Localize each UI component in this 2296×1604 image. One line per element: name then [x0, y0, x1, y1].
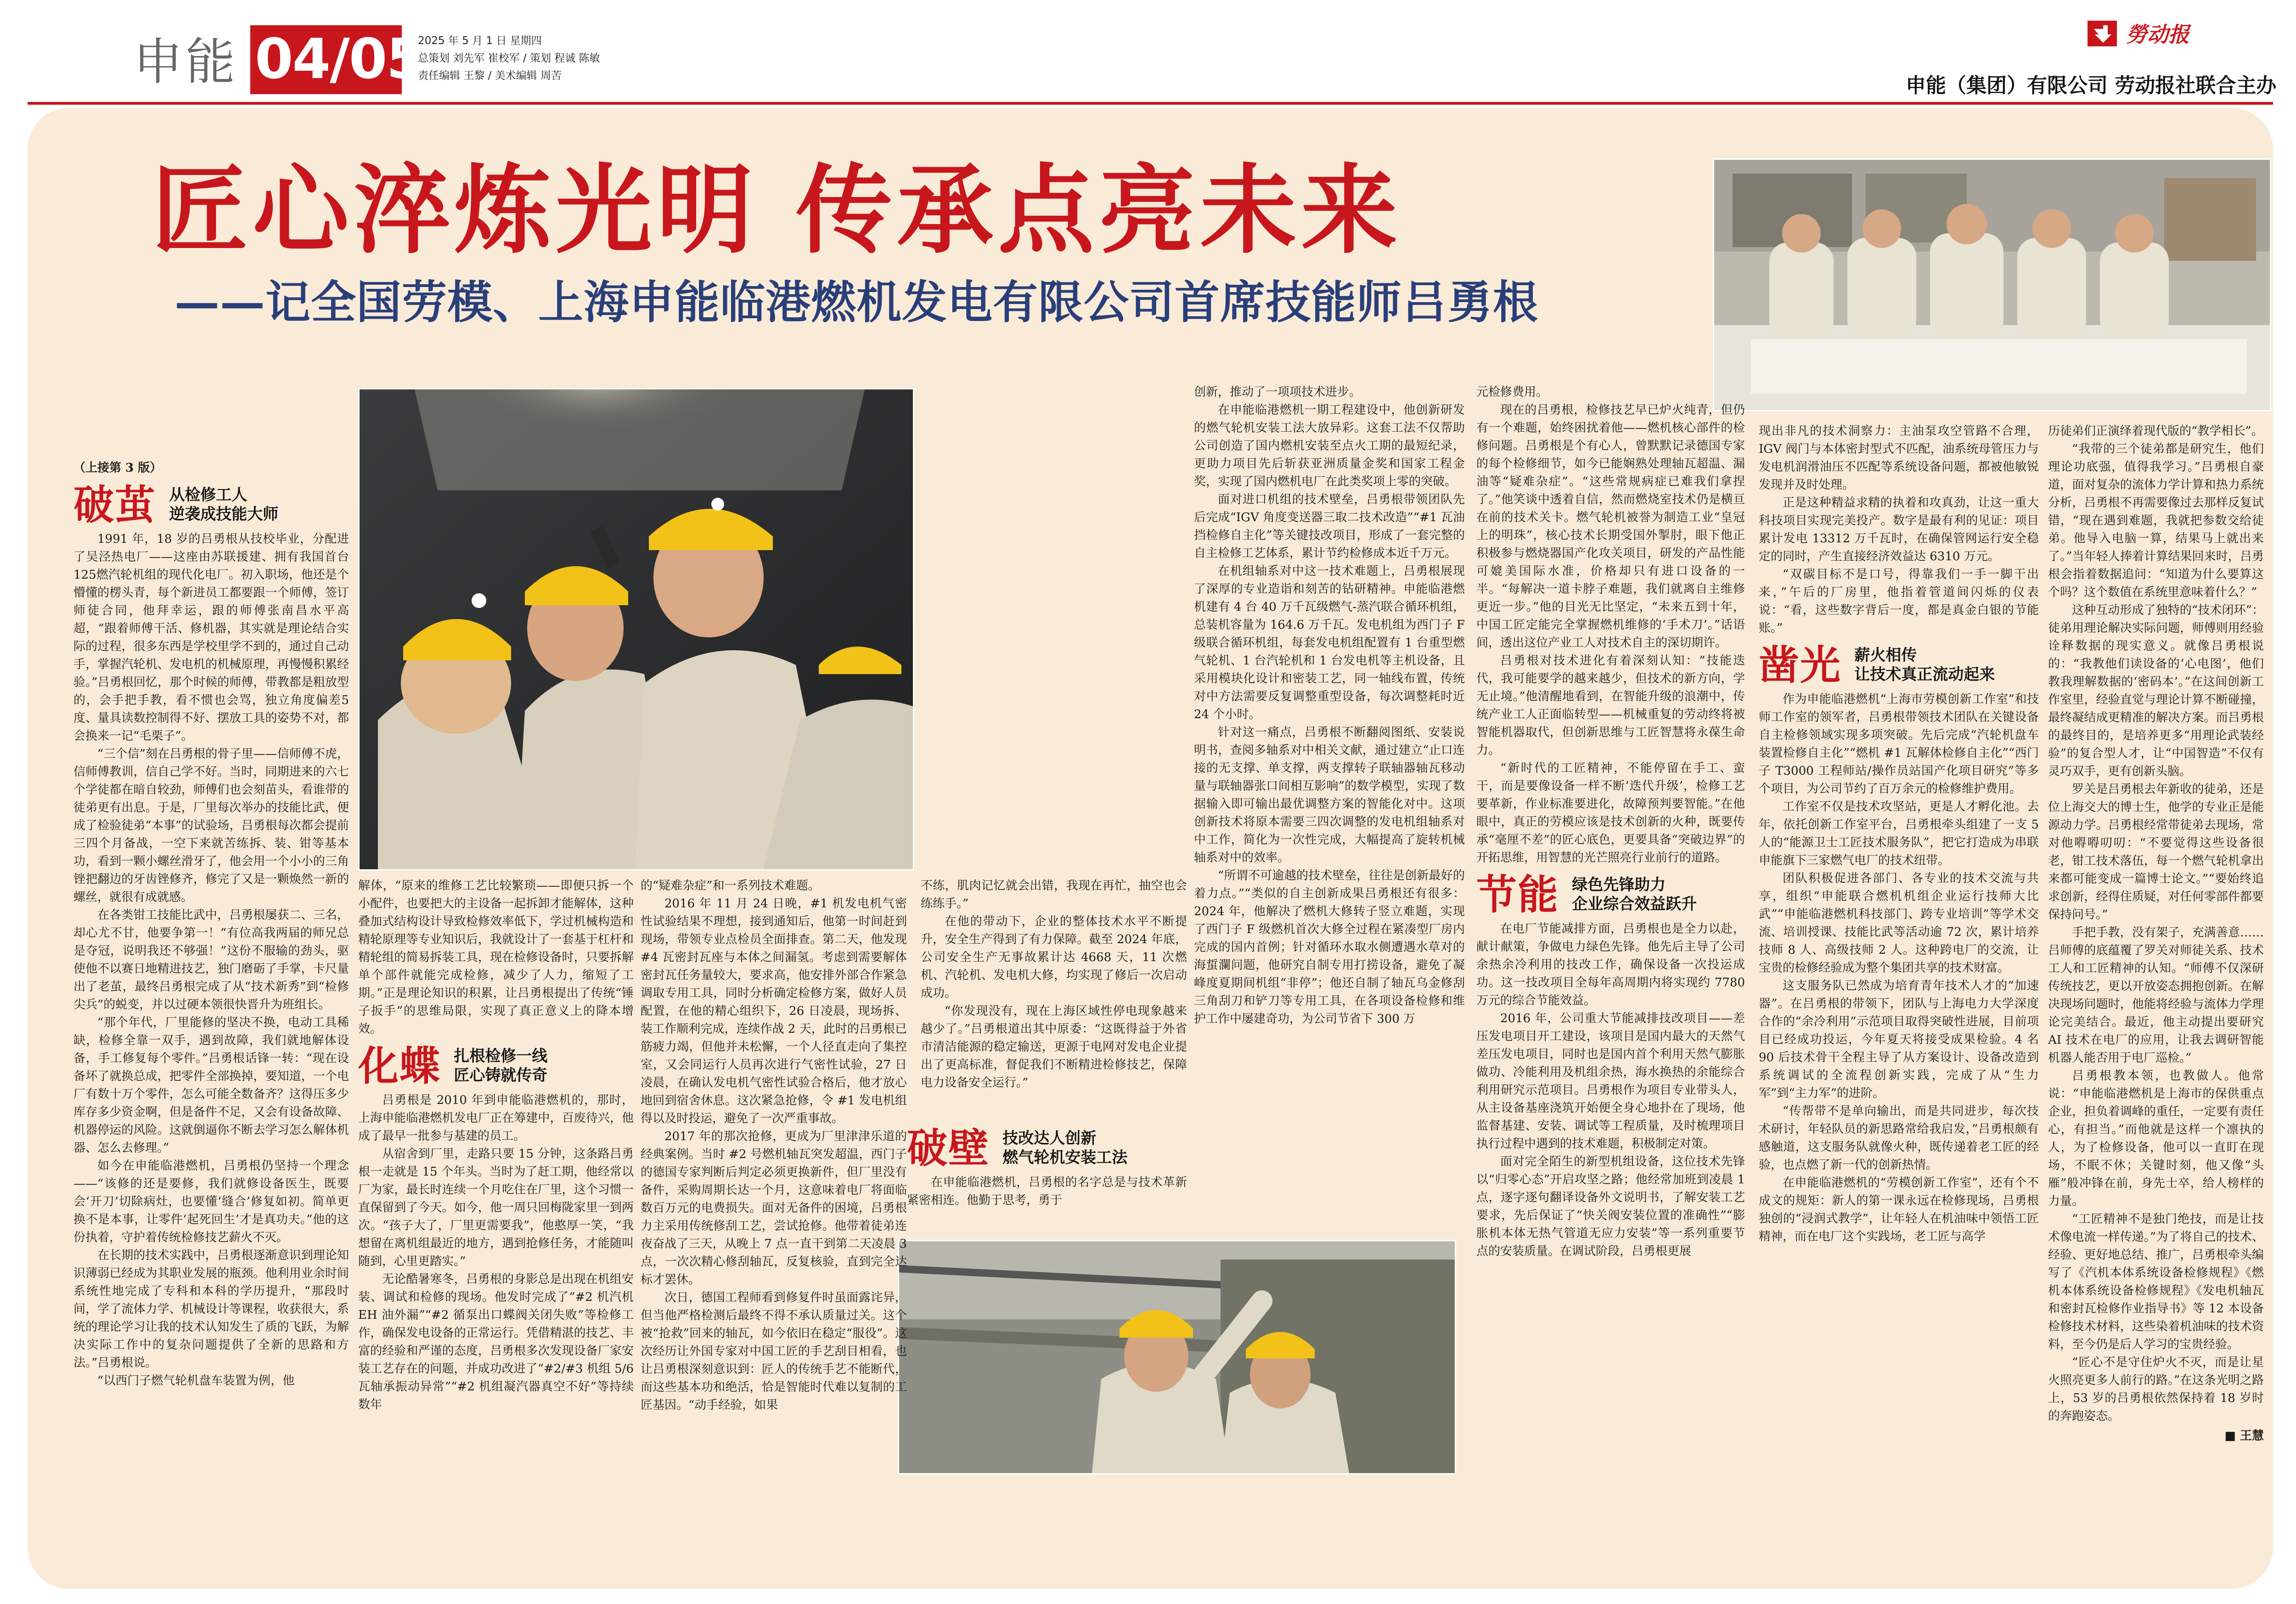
paragraph: “我带的三个徒弟都是研究生，他们理论功底强，值得我学习。”吕勇根自豪道，面对复杂的流体力学计算和热力系统分析，吕勇根不再需要像过去那样反复试错，“现在遇到难题，我就把参数交给徒弟。他导入电脑一算，结果马上就出来了。”当年轻人捧着计算结果回来时，吕勇根会指着数据追问：“知道为什么要算这个吗？这个数值在系统里意味着什么？” — [2048, 442, 2264, 599]
paragraph: 在申能临港燃机一期工程建设中，他创新研发的燃气轮机安装工法大放异彩。这套工法不仅帮助公司创造了国内燃机安装至点火工期的最短纪录，更助力项目先后斩获亚洲质量金奖和国家工程金奖，实现了国内燃机电厂在此类奖项上零的突破。 — [1194, 403, 1465, 489]
paragraph: 在申能临港燃机的“劳模创新工作室”，还有个不成文的规矩：新人的第一课永远在检修现场，吕勇根独创的“浸润式教学”，让年轻人在机油味中领悟工匠精神，而在电厂这个实践场，老工匠与高学 — [1759, 1176, 2039, 1244]
paragraph: 如今在申能临港燃机，吕勇根仍坚持一个理念——“该修的还是要修，我们就修设备医生，既要会‘开刀’切除病灶，也要懂‘缝合’修复如初。简单更换不是本事，让零件‘起死回生’才是真功夫。”他的这份执着，守护着传统检修技艺薪火不灭。 — [73, 1159, 349, 1244]
page-number: 04/05 — [255, 28, 424, 91]
paragraph: 面对完全陌生的新型机组设备，这位技术先锋以“归零心态”开启攻坚之路；他经常加班到凌晨 1 点，逐字逐句翻译设备外文说明书，了解安装工艺要求，先后保证了“快关阀安装位置的准确性”“膨胀机本体无热气管道无应力安装”等一系列重要节点的安装质量。在调试阶段，吕勇根更展 — [1476, 1155, 1745, 1258]
issue-date: 2025 年 5 月 1 日 星期四 — [418, 35, 542, 47]
paragraph: “所谓不可逾越的技术壁垒，往往是创新最好的着力点。”“类似的自主创新成果吕勇根还有很多：2024 年，他解决了燃机大修转子竖立难题，实现了西门子 F 级燃机首次大修全过程在紧凑型厂房内完成的国内首例；针对循环水取水侧遭遇水草对的海蜇瀾问题，他研究自制专用打捞设备，避免了凝峰度夏期间机组“非停”；他还自制了轴瓦乌金修刮三角刮刀和铲刀等专用工具，在各项设备检修和维护工作中屡建奇功，为公司节省下 300 万 — [1194, 869, 1465, 1026]
paragraph: 这种互动形成了独特的“技术闭环”：徒弟用理论解决实际问题，师傅则用经验诠释数据的现实意义。就像吕勇根说的：“我教他们读设备的‘心电图’，他们教我理解数据的‘密码本’。”在这间创新工作室里，经验直觉与理论计算不断碰撞，最终凝结成更精准的解决方案。而吕勇根的最终目的，是培养更多“用理论武装经验”的复合型人才，让“中国智造”不仅有灵巧双手，更有创新头脑。 — [2048, 603, 2264, 778]
brand-logo — [2085, 16, 2273, 51]
section-subtitle: 薪火相传 让技术真正流动起来 — [1854, 646, 1995, 684]
photo-team — [1713, 158, 2271, 411]
article-column-2 — [358, 877, 634, 1515]
section-subtitle: 绿色先锋助力 企业综合效益跃升 — [1572, 876, 1697, 913]
paragraph: 在机组轴系对中这一技术难题上，吕勇根展现了深厚的专业造诣和刻苦的钻研精神。申能临港燃机建有 4 台 40 万千瓦级燃气-蒸汽联合循环机组，总装机容量为 164.6 万千瓦。发电机组为西门子 F 级联合循环机组，每套发电机组配置有 1 台重型燃气轮机、1 台汽轮机和 1 台发电机等主机设备，且采用模块化设计和密装工艺，同一轴线布置，传统对中方法需要反复调整重型设备，每次调整耗时近 24 个小时。 — [1194, 564, 1465, 721]
paragraph: “传帮带不是单向输出，而是共同进步，每次技术研讨，年轻队员的新思路常给我启发，”吕勇根颇有感触道，这支服务队就像火种，既传递着老工匠的经验，也点燃了新一代的创新热情。 — [1759, 1104, 2039, 1172]
editors-line-2: 责任编辑 王黎 / 美术编辑 周苦 — [418, 70, 562, 82]
paragraph: 正是这种精益求精的执着和攻真劲，让这一重大科技项目实现完美投产。数字是最有利的见证：项目累计发电 13312 万千瓦时，在确保管网运行安全稳定的同时，产生直接经济效益达 6310 万元。 — [1759, 496, 2039, 563]
paragraph: “匠心不是守住炉火不灭，而是让星火照亮更多人前行的路。”在这条光明之路上，53 岁的吕勇根依然保持着 18 岁时的奔跑姿态。 — [2048, 1356, 2264, 1423]
section-heading-zaoguang — [1759, 641, 2039, 689]
subheadline: ——记全国劳模、上海申能临港燃机发电有限公司首席技能师吕勇根 — [174, 276, 1539, 329]
editors-line-1: 总策划 刘先军 崔校军 / 策划 程诚 陈敏 — [418, 52, 600, 64]
paragraph: 在申能临港燃机，吕勇根的名字总是与技术革新紧密相连。他勤于思考，勇于 — [907, 1176, 1187, 1207]
paragraph: 工作室不仅是技术攻坚站，更是人才孵化池。去年，依托创新工作室平台，吕勇根牵头组建了一支 5 人的“能源卫士工匠技术服务队”，把它打造成为串联申能旗下三家燃气电厂的技术纽带。 — [1759, 800, 2039, 867]
paragraph: 1991 年，18 岁的吕勇根从技校毕业，分配进了吴泾热电厂——这座由苏联援建、拥有我国首台125燃汽轮机组的现代化电厂。初入职场，他还是个懵懂的楞头青，每个新进员工都要跟一个师傅，签订师徒合同，他拜幸运，跟的师傅张南昌水平高超，“跟着师傅干活、修机器，其实就是理论结合实际的过程，很多东西是学校里学不到的，通过自己动手，掌握汽轮机、发电机的机械原理，再慢慢积累经验。”吕勇根回忆，那个时候的师傅，带教都是粗放型的，会手把手教，看不惯也会骂，独立角度偏差5度、量具读数控制得不好、摆放工具的姿势不对，都会换来一记“毛栗子”。 — [73, 532, 349, 743]
paragraph: “你发现没有，现在上海区域性停电现象越来越少了。”吕勇根道出其中原委：“这既得益于外省市清洁能源的稳定输送，更源于电网对发电企业提出了更高标准，督促我们不断精进检修技艺，保障电力设备安全运行。” — [921, 1004, 1187, 1090]
paragraph: 解体，“原来的维修工艺比较繁琐——即便只拆一个小配件，也要把大的主设备一起拆卸才能解体，这种叠加式结构设计导致检修效率低下，学过机械构造和精轮原理等专业知识后，我就设计了一套基于杠杆和精轮组的简易拆装工具，现在检修设备时，只要拆解单个部件就能完成检修，减少了人力，缩短了工期。”正是理论知识的积累，让吕勇根提出了传统“锤子扳手”的思维局限，实现了真正意义上的降本增效。 — [358, 879, 634, 1036]
article-column-1 — [73, 459, 349, 1515]
article-column-8 — [2048, 422, 2264, 1515]
paragraph: 手把手教，没有架子，充满善意……吕师傅的底蕴覆了罗关对师徒关系、技术工人和工匠精神的认知。“师傅不仅深研传统技艺，更以开放姿态拥抱创新。在解决现场问题时，他能将经验与流体力学理论完美结合。最近，他主动提出要研究 AI 技术在电厂的应用，让我去调研智能机器人能否用于电厂巡检。” — [2048, 926, 2264, 1065]
paragraph: “新时代的工匠精神，不能停留在手工、蛮干，而是要像设备一样不断‘迭代升级’，检修工艺要革新，作业标准要进化，故障预判要智能。”在他眼中，真正的劳模应该是技术创新的火种，既要传承“毫厘不差”的匠心底色，更要具备“突破边界”的开拓思维，用智慧的光芒照亮行业前行的道路。 — [1476, 761, 1745, 865]
headline: 匠心淬炼光明 传承点亮未来 — [152, 153, 1402, 267]
paragraph: 从宿舍到厂里，走路只要 15 分钟，这条路吕勇根一走就是 15 个年头。当时为了赶工期，他经常以厂为家，最长时连续一个月吃住在厂里，这个习惯一直保留到了今天。如今，他一周只回梅陇家里一到两次。“孩子大了，厂里更需要我”，他憨厚一笑，“我想留在离机组最近的地方，遇到抢修任务，才能随叫随到，心里更踏实。” — [358, 1147, 634, 1268]
paragraph: 创新，推动了一项项技术进步。 — [1194, 385, 1362, 399]
section-title: 化蝶 — [358, 1041, 441, 1090]
article-column-4-lower — [907, 1120, 1187, 1235]
paragraph: 在各类钳工技能比武中，吕勇根屡获二、三名，却心尤不甘，他要争第一！“有位高我两届的师兄总是夺冠，说明我还不够强！”这份不服输的劲头，驱使他不以赛日地精进技艺，独门磨砺了手掌，卡尺量出了老茧，最终吕勇根完成了从“技术新秀”到“检修尖兵”的蜕变，并以过硬本领很快晋升为班组长。 — [73, 908, 349, 1012]
paragraph: “三个信”刻在吕勇根的骨子里——信师傅不虎，信师傅教训，信自己学不好。当时，同期进来的六七个学徒都在暗自较劲，师傅们也会刻苗头，看谁带的徒弟更有出息。于是，厂里每次举办的技能比武，便成了检验徒弟“本事”的试验场，吕勇根每次都会提前三四个月备战，一空下来就苦练拆、装、钳等基本功，看到一颗小螺丝滑牙了，他会用一个小小的三角锉把翻边的牙齿锉修齐，修完了又是一颗焕然一新的螺丝，就很有成就感。 — [73, 747, 349, 904]
continued-from: （上接第 3 版） — [73, 461, 162, 475]
paragraph: 团队积极促进各部门、各专业的技术交流与共享，组织“申能联合燃机机组企业运行技师大比武”“申能临港燃机科技部门、跨专业培训”等学术交流、培训授课、技能比武等活动逾 72 次，累计培养技师 8 人、高级技师 2 人。这种跨电厂的交流，让宝贵的检修经验成为整个集团共享的技术财富。 — [1759, 872, 2039, 975]
section-subtitle: 技改达人创新 燃气轮机安装工法 — [1002, 1129, 1128, 1167]
paragraph: 次日，德国工程师看到修复件时虽面露诧异，但当他严格检测后最终不得不承认质量过关。这个被“抢救”回来的轴瓦，如今依旧在稳定“服役”。这次经历让外国专家对中国工匠的手艺刮目相看，也让吕勇根深刻意识到：匠人的传统手艺不能断代，而这些基本功和绝活，恰是智能时代难以复制的工匠基因。“动手经验，如果 — [641, 1291, 907, 1412]
paragraph: 不练，肌肉记忆就会出错，我现在再忙，抽空也会练练手。” — [921, 879, 1187, 911]
paragraph: 历徒弟们正演绎着现代版的“教学相长”。 — [2048, 424, 2263, 438]
article-column-7 — [1759, 422, 2039, 1515]
paragraph: “以西门子燃气轮机盘车装置为例，他 — [97, 1374, 295, 1388]
section-subtitle: 扎根检修一线 匠心铸就传奇 — [454, 1047, 548, 1085]
paragraph: “双碳目标不是口号，得靠我们一手一脚干出来，”午后的厂房里，他指着管道间闪烁的仪表说：“看，这些数字背后一度，都是真金白银的节能账。” — [1759, 568, 2039, 635]
page-header — [0, 0, 2296, 110]
paragraph: “那个年代，厂里能修的坚决不换，电动工具稀缺，检修全靠一双手，遇到故障，我们就地解体设备，手工修复每个零件。”吕勇根话锋一转：“现在设备坏了就换总成，把零件全部换掉，要知道，一个电厂有数十万个零件，怎么可能全数备齐？这得压多少库存多少资金啊，但是备件不足，又会有设备故障、机器停运的风险。这就倒逼你不断去学习怎么解体机器、怎么去修理。” — [73, 1016, 349, 1155]
paragraph: 面对进口机组的技术壁垒，吕勇根带领团队先后完成“IGV 角度变送器三取二技术改造”“#1 瓦油挡检修自主化”等关键技改项目，形成了一套完整的自主检修工艺体系，累计节约检修成本近千万元。 — [1194, 493, 1465, 560]
section-heading-pojian — [73, 480, 349, 529]
section-heading-pobi — [907, 1124, 1187, 1172]
paragraph: 2017 年的那次抢修，更成为厂里津津乐道的经典案例。当时 #2 号燃机轴瓦突发超温，西门子的德国专家判断后判定必须更换新件，但厂里没有备件，采购周期长达一个月，这意味着电厂将面临数百万元的电费损失。面对无备件的困境，吕勇根力主采用传统修刮工艺，尝试抢修。他带着徒弟连夜奋战了三天，从晚上 7 点一直干到第二天凌晨 3 点，一次次精心修刮轴瓦，反复核验，直到完全达标才罢休。 — [641, 1130, 907, 1287]
photo-main — [358, 388, 914, 871]
section-heading-jieneng — [1476, 870, 1745, 918]
article-column-5 — [1194, 383, 1465, 1238]
section-title: 节能 — [1476, 870, 1559, 918]
section-name: 申能 — [133, 34, 238, 91]
paragraph: 在他的带动下，企业的整体技术水平不断提升，安全生产得到了有力保障。截至 2024 年底，公司安全生产无事故累计达 4668 天，11 次燃机、汽轮机、发电机大修，均实现了修后一次启动成功。 — [921, 915, 1187, 1000]
section-title: 破壁 — [907, 1124, 990, 1172]
section-title: 凿光 — [1759, 641, 1842, 689]
svg-text:勞动报: 勞动报 — [2126, 22, 2189, 47]
byline: ■ 王慧 — [2224, 1429, 2264, 1443]
article-column-4 — [921, 877, 1187, 1116]
paragraph: 的“疑难杂症”和一系列技术难题。 — [641, 879, 820, 893]
paragraph: 现在的吕勇根，检修技艺早已炉火纯青，但仍有一个难题，始终困扰着他——燃机核心部件的检修问题。吕勇根是个有心人，曾默默记录德国专家的每个检修细节，如今已能娴熟处理轴瓦超温、漏油等“疑难杂症”。“这些常规病症已难我们拿捏了。”他笑谈中透着自信，然而燃烧室技术仍是横亘在前的技术关卡。燃气轮机被誉为制造工业“皇冠上的明珠”，核心技术长期受国外掣肘，眼下他正积极参与燃烧器国产化攻关项目，研发的产品性能可媲美国际水准，价格却只有进口设备的一半。“每解决一道卡脖子难题，我们就离自主维修更近一步。”他的目光无比坚定，“未来五到十年，中国工匠定能完全掌握燃机维修的‘手术刀’。”话语间，透出这位产业工人对技术自主的深切期许。 — [1476, 403, 1745, 650]
paragraph: 吕勇根教本领，也教做人。他常说：“申能临港燃机是上海市的保供重点企业，担负着调峰的重任，一定要有责任心，有担当。”而他就是这样一个凛执的人，为了检修设备，他可以一直盯在现场，不眠不休；关键时刻，他又像“头雁”般冲锋在前，身先士卒，给人榜样的力量。 — [2048, 1069, 2264, 1208]
paragraph: 无论酷暑寒冬，吕勇根的身影总是出现在机组安装、调试和检修的现场。他发时完成了“#2 机汽机 EH 油外漏”“#2 循泵出口蝶阀关闭失败”等检修工作，确保发电设备的正常运行。凭借精湛的技艺、丰富的经验和严谨的态度，吕勇根多次发现设备厂家安装工艺存在的问题，并成功改进了“#2/#3 机组 5/6 瓦轴承振动异常”“#2 机组凝汽器真空不好”等持续数年 — [358, 1272, 634, 1412]
paragraph: 罗关是吕勇根去年新收的徒弟，还是位上海交大的博士生，他学的专业正是能源动力学。吕勇根经常带徒弟去现场，常对他嘚嘚叨叨：“不要觉得这些设备很老，钳工技术落伍，每一个燃气轮机拿出来都可能变成一篇博士论文。”“要始终追求创新，经得住质疑，对任何零部件都要保持问号。” — [2048, 782, 2264, 922]
paragraph: 现出非凡的技术洞察力：主油泵攻空管路不合理，IGV 阀门与本体密封型式不匹配，油系统母管压力与发电机润滑油压不匹配等系统设备问题，都被他敏锐发现并及时处理。 — [1759, 424, 2039, 492]
paragraph: 2016 年，公司重大节能减排技改项目——差压发电项目开工建设，该项目是国内最大的天然气差压发电项目，同时也是国内首个利用天然气膨胀做功、冷能利用及机组余热，海水换热的余能综合利用研究示范项目。吕勇根作为项目专业带头人，从主设备基座浇筑开始便全身心地扑在了现场，他监督基建、安装、调试等工程质量，及时梳理项目执行过程中遇到的技术难题，积极制定对策。 — [1476, 1012, 1745, 1151]
article-column-3 — [641, 877, 907, 1515]
paragraph: 吕勇根对技术进化有着深刻认知：“技能迭代，我可能要学的越来越少，但技术的新方向，学无止境。”他清醒地看到，在智能升级的浪潮中，传统产业工人正面临转型——机械重复的劳动终将被智能机器取代，但创新思维与工匠智慧将永葆生命力。 — [1476, 654, 1745, 757]
paragraph: 在长期的技术实践中，吕勇根逐渐意识到理论知识薄弱已经成为其职业发展的瓶颈。他利用业余时间系统性地完成了专科和本科的学历提升，“那段时间，学了流体力学、机械设计等课程，收获很大，系统的理论学习让我的技术认知发生了质的飞跃，为解决实际工作中的复杂问题提供了全新的思路和方法。”吕勇根说。 — [73, 1249, 349, 1370]
paragraph: 针对这一痛点，吕勇根不断翻阅图纸、安装说明书，查阅多轴系对中相关文献，通过建立“止口连接的无支撑、单支撑，两支撑转子联轴器轴瓦移动量与联轴器张口间相互影响”的数学模型，实现了数据输入即可输出最优调整方案的智能化对中。这项创新技术将原本需要三四次调整的发电机组轴系对中工作，简化为一次性完成，大幅提高了旋转机械轴系对中的效率。 — [1194, 726, 1465, 865]
header-rule — [28, 102, 2273, 105]
paragraph: 元检修费用。 — [1476, 385, 1548, 399]
paragraph: 在电厂节能减排方面，吕勇根也是全力以赴，献计献策，争做电力绿色先锋。他先后主导了公司余热余冷利用的技改工作，确保设备一次投运成功。这一技改项目全每年高周期内将实现约 7780 万元的综合节能效益。 — [1476, 922, 1745, 1007]
section-title: 破茧 — [73, 480, 157, 529]
section-heading-huadie — [358, 1041, 634, 1090]
article-column-6 — [1476, 383, 1745, 1513]
paragraph: 吕勇根是 2010 年到申能临港燃机的，那时，上海申能临港燃机发电厂正在筹建中，百废待兴，他成了最早一批参与基建的员工。 — [358, 1093, 634, 1143]
paragraph: 2016 年 11 月 24 日晚，#1 机发电机气密性试验结果不理想，接到通知后，他第一时间赶到现场，带领专业点检员全面排查。第二天，他发现 #4 瓦密封瓦座与本体之间漏氢。考虑到需要解体密封瓦任务量较大，要求高，他安排外部合作紧急调取专用工具，同时分析确定检修方案，做好人员配置，在他的精心组织下，26 日凌晨，现场拆、装工作顺利完成，连续作战 2 天，此时的吕勇根已筋疲力竭，但他并未松懈，一个人径直走向了集控室，又会同运行人员再次进行气密性试验，27 日凌晨，在确认发电机气密性试验合格后，他才放心地回到宿舍休息。这次紧急抢修，令 #1 发电机组得以及时投运，避免了一次严重事故。 — [641, 897, 907, 1126]
paragraph: 作为申能临港燃机“上海市劳模创新工作室”和技师工作室的领军者，吕勇根带领技术团队在关键设备自主检修领域实现多项突破。先后完成“汽轮机盘车装置检修自主化”“燃机 #1 瓦解体检修自主化”“西门子 T3000 工程师站/操作员站国产化项目研究”等多个项目，为公司节约了百万余元的检修维护费用。 — [1759, 692, 2039, 796]
host-line: 申能（集团）有限公司 劳动报社联合主办 — [1906, 74, 2277, 97]
section-subtitle: 从检修工人 逆袭成技能大师 — [169, 486, 279, 523]
paragraph: “工匠精神不是独门绝技，而是让技术像电流一样传递。”为了将自己的技术、经验、更好地总结、推广，吕勇根牵头编写了《汽机本体系统设备检修规程》《燃机本体系统设备检修规程》《发电机轴瓦和密封瓦检修作业指导书》等 12 本设备检修技术材料，这些染着机油味的技术资料，至今仍是后人学习的宝贵经验。 — [2048, 1212, 2264, 1351]
photo-pointing — [898, 1240, 1456, 1475]
paragraph: 这支服务队已然成为培育青年技术人才的“加速器”。在吕勇根的带领下，团队与上海电力大学深度合作的“余冷利用”示范项目取得突破性进展，目前项目已经成功投运，今年夏天将接受成果检验。4 名 90 后技术骨干全程主导了从方案设计、设备改造到系统调试的全流程创新实践，完成了从“生力军”到“主力军”的进阶。 — [1759, 979, 2039, 1100]
